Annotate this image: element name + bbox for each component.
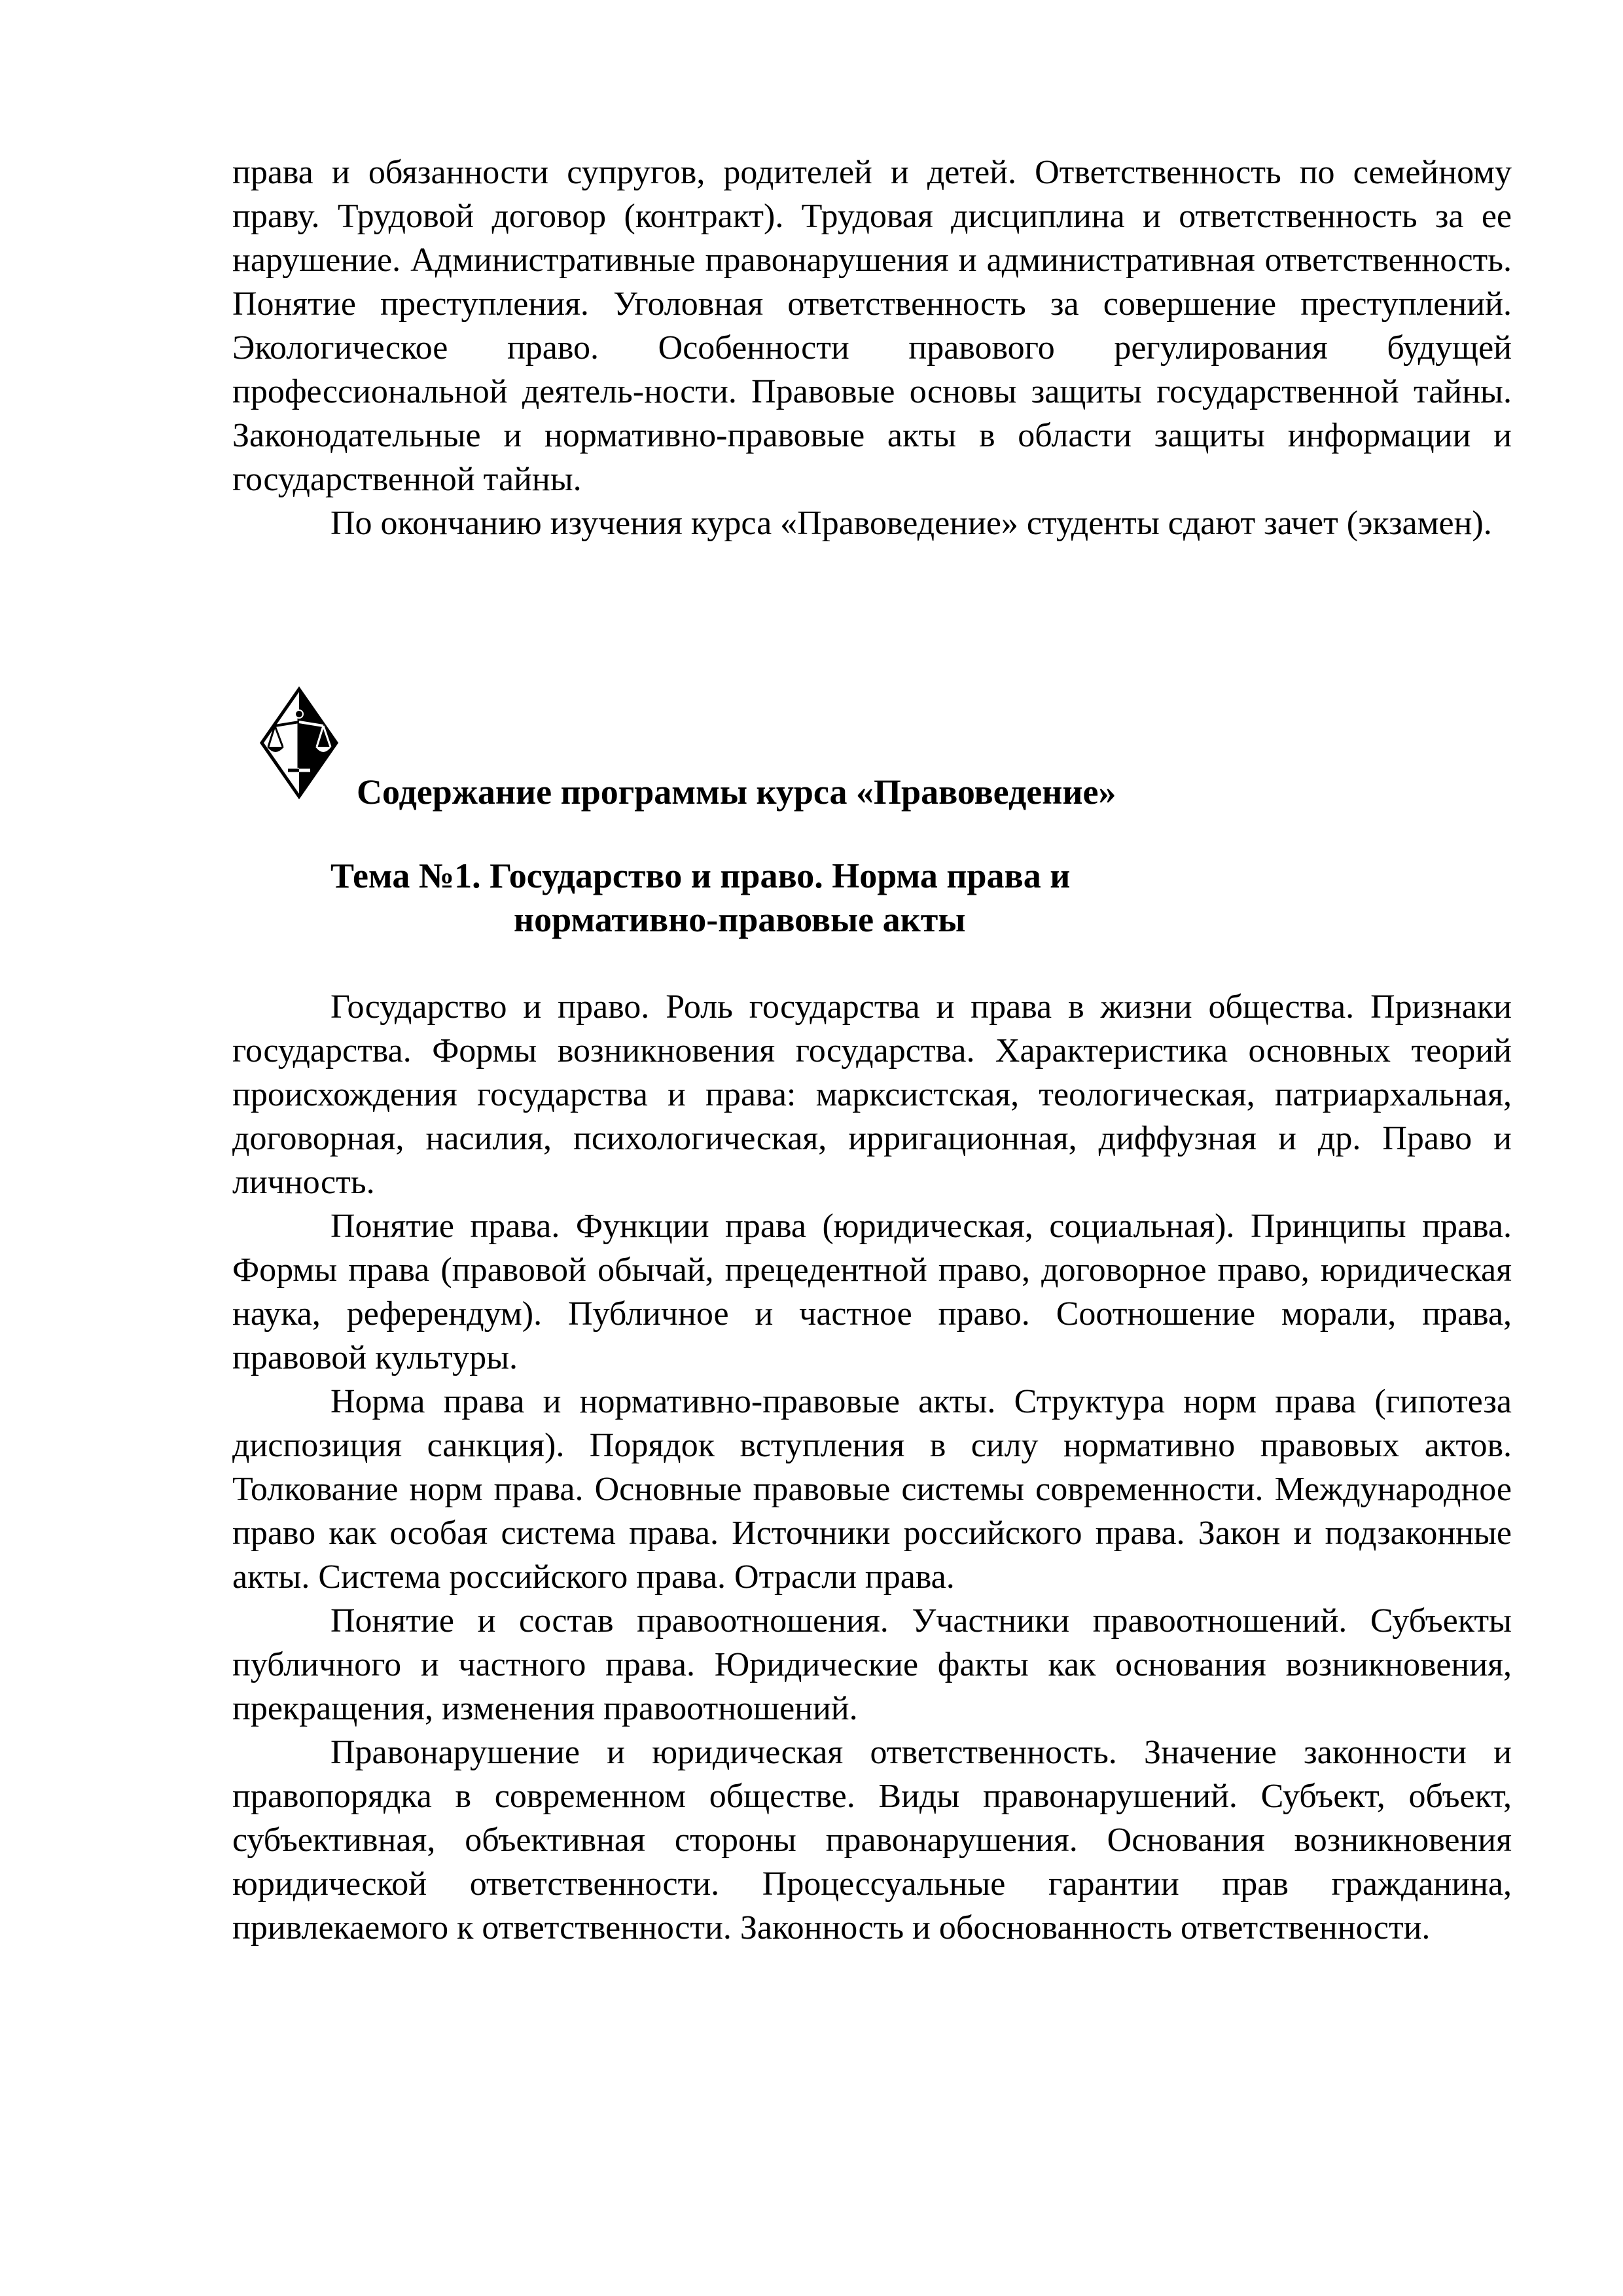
- intro-paragraph: права и обязанности супругов, родителей и детей. Ответственность по семейному праву. Трудовой договор (контракт). Трудовая дисциплина и ответственность за ее нарушение. Административные правонарушения и административная ответственность. Понятие преступления. Уголовная ответственность за совершение преступлений. Экологическое право. Особенности правового регулирования будущей профессиональной деятель-ности. Правовые основы защиты государственной тайны. Законодательные и нормативно-правовые акты в области защиты информации и государственной тайны.: [232, 154, 1512, 498]
- section-title: Содержание программы курса «Правоведение»: [357, 772, 1116, 812]
- topic-title: [330, 854, 1181, 942]
- topic-title-line-2: нормативно-правовые акты: [514, 900, 966, 939]
- exam-note-paragraph: По окончанию изучения курса «Правоведение» студенты сдают зачет (экзамен).: [330, 505, 1492, 542]
- body-paragraph-legal-norms: Норма права и нормативно-правовые акты. Структура норм права (гипотеза диспозиция санкция). Порядок вступления в силу нормативно правовых актов. Толкование норм права. Основные правовые системы современности. Международное право как особая система права. Источники российского права. Закон и подзаконные акты. Система российского права. Отрасли права.: [232, 1383, 1512, 1596]
- body-paragraph-state-and-law: Государство и право. Роль государства и права в жизни общества. Признаки государства. Формы возникновения государства. Характеристика основных теорий происхождения государства и права: марксистская, теологическая, патриархальная, договорная, насилия, психологическая, ирригационная, диффузная и др. Право и личность.: [232, 988, 1512, 1201]
- topic-body: [232, 985, 1512, 1950]
- topic-title-line-1: Тема №1. Государство и право. Норма права и: [330, 856, 1071, 895]
- body-paragraph-concept-of-law: Понятие права. Функции права (юридическая, социальная). Принципы права. Формы права (правовой обычай, прецедентной право, договорное право, юридическая наука, референдум). Публичное и частное право. Соотношение морали, права, правовой культуры.: [232, 1208, 1512, 1376]
- intro-block: [232, 151, 1512, 545]
- body-paragraph-offense-liability: Правонарушение и юридическая ответственность. Значение законности и правопорядка в современном обществе. Виды правонарушений. Субъект, объект, субъективная, объективная стороны правонарушения. Основания возникновения юридической ответственности. Процессуальные гарантии прав гражданина, привлекаемого к ответственности. Законность и обоснованность ответственности.: [232, 1734, 1512, 1946]
- scales-of-justice-icon: [257, 684, 342, 802]
- body-paragraph-legal-relations: Понятие и состав правоотношения. Участники правоотношений. Субъекты публичного и частного права. Юридические факты как основания возникновения, прекращения, изменения правоотношений.: [232, 1602, 1512, 1727]
